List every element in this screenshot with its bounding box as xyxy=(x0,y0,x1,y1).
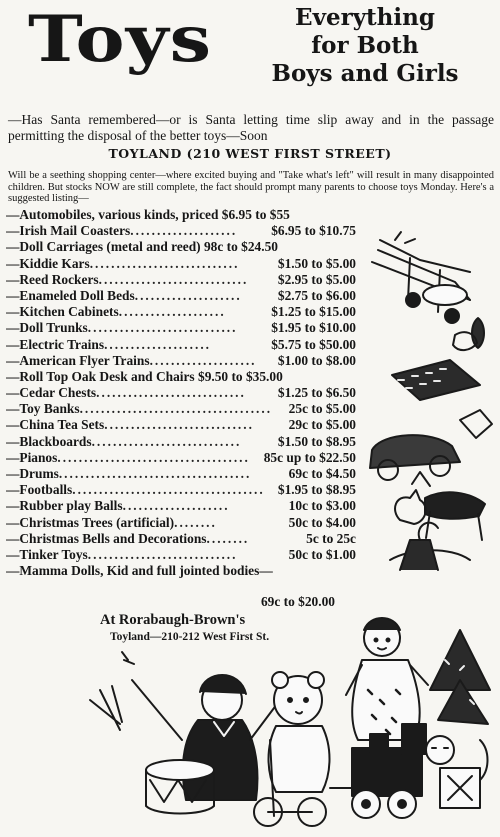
shopping-notice: Will be a seething shopping center—where excited buying and "Take what's left" will result in many disappointed children. But stocks NOW are still complete, the fact should prompt many parents to choose toys Monday. Here's a suggested listing— xyxy=(8,170,494,204)
list-item: —Doll Trunks ............................ $1.95 to $10.00 xyxy=(6,320,356,336)
tagline-line-3: Boys and Girls xyxy=(271,60,459,87)
tagline-line-2: for Both xyxy=(311,32,419,59)
list-item: —Drums .................................... 69c to $4.50 xyxy=(6,466,356,481)
tagline xyxy=(240,4,490,88)
drumsticks-icon xyxy=(90,686,122,730)
list-item: —Reed Rockers ............................ $2.95 to $5.00 xyxy=(6,271,356,287)
toy-block-icon xyxy=(392,360,480,400)
tagline-line-1: Everything xyxy=(295,4,435,31)
toy-train-icon xyxy=(330,724,426,818)
toy-monkey-icon xyxy=(426,736,488,808)
list-item: —Rubber play Balls .................... 10c to $3.00 xyxy=(6,498,356,514)
rocking-figure-icon xyxy=(390,523,470,570)
list-item: —Kiddie Kars ............................ $1.50 to $5.00 xyxy=(6,255,356,271)
headline-toys: Toys xyxy=(28,2,213,77)
christmas-tree-icon xyxy=(430,630,490,724)
list-item: —Cedar Chests ............................ $1.25 to $6.50 xyxy=(6,385,356,401)
list-item: —Pianos .................................... 85c up to $22.50 xyxy=(6,449,356,465)
toyland-location: TOYLAND (210 WEST FIRST STREET) xyxy=(108,146,392,161)
list-item: —Irish Mail Coasters .................... $6.95 to $10.75 xyxy=(6,223,356,239)
store-name: At Rorabaugh-Brown's xyxy=(100,612,246,628)
list-item: —Blackboards ............................ $1.50 to $8.95 xyxy=(6,433,356,449)
list-item: —Tinker Toys ............................ 50c to $1.00 xyxy=(6,546,356,562)
list-item: —American Flyer Trains .................... $1.00 to $8.00 xyxy=(6,352,356,368)
toy-horse-icon xyxy=(412,472,485,540)
list-item: —Mamma Dolls, Kid and full jointed bodies— xyxy=(6,563,273,579)
store-address: Toyland—210-212 West First St. xyxy=(110,631,270,643)
doll-icon xyxy=(346,618,428,740)
list-item: —China Tea Sets ............................ 29c to $5.00 xyxy=(6,417,356,433)
drummer-boy-icon xyxy=(122,652,280,800)
list-item: —Christmas Trees (artificial) ........ 50c to $4.00 xyxy=(6,514,356,530)
toy-car-icon xyxy=(370,410,492,480)
list-item: —Automobiles, various kinds, priced $6.95 to $55 xyxy=(6,207,290,222)
intro-paragraph: —Has Santa remembered—or is Santa letting time slip away and in the passage permitting the disposal of the better toys—Soon xyxy=(8,112,494,143)
list-item: —Doll Carriages (metal and reed) 98c to $24.50 xyxy=(6,239,278,255)
list-item: —Kitchen Cabinets .................... $1.25 to $15.00 xyxy=(6,304,356,320)
last-item-price: 69c to $20.00 xyxy=(260,594,335,609)
list-item: —Toy Banks .................................... 25c to $5.00 xyxy=(6,401,356,417)
price-listing xyxy=(6,207,356,579)
hobby-horse-icon xyxy=(254,740,326,826)
teddy-bear-icon xyxy=(269,672,330,792)
list-item: —Enameled Doll Beds .................... $2.75 to $6.00 xyxy=(6,287,356,303)
cat-icon xyxy=(395,490,426,524)
list-item: —Roll Top Oak Desk and Chairs $9.50 to $35.00 xyxy=(6,368,283,384)
list-item: —Electric Trains .................... $5.75 to $50.00 xyxy=(6,336,356,352)
list-item: —Christmas Bells and Decorations ........ 5c to 25c xyxy=(6,530,356,546)
drum-icon xyxy=(146,760,214,814)
airplane-icon xyxy=(372,232,470,323)
list-item: —Footballs .................................... $1.95 to $8.95 xyxy=(6,482,356,498)
tea-set-icon xyxy=(453,318,484,350)
